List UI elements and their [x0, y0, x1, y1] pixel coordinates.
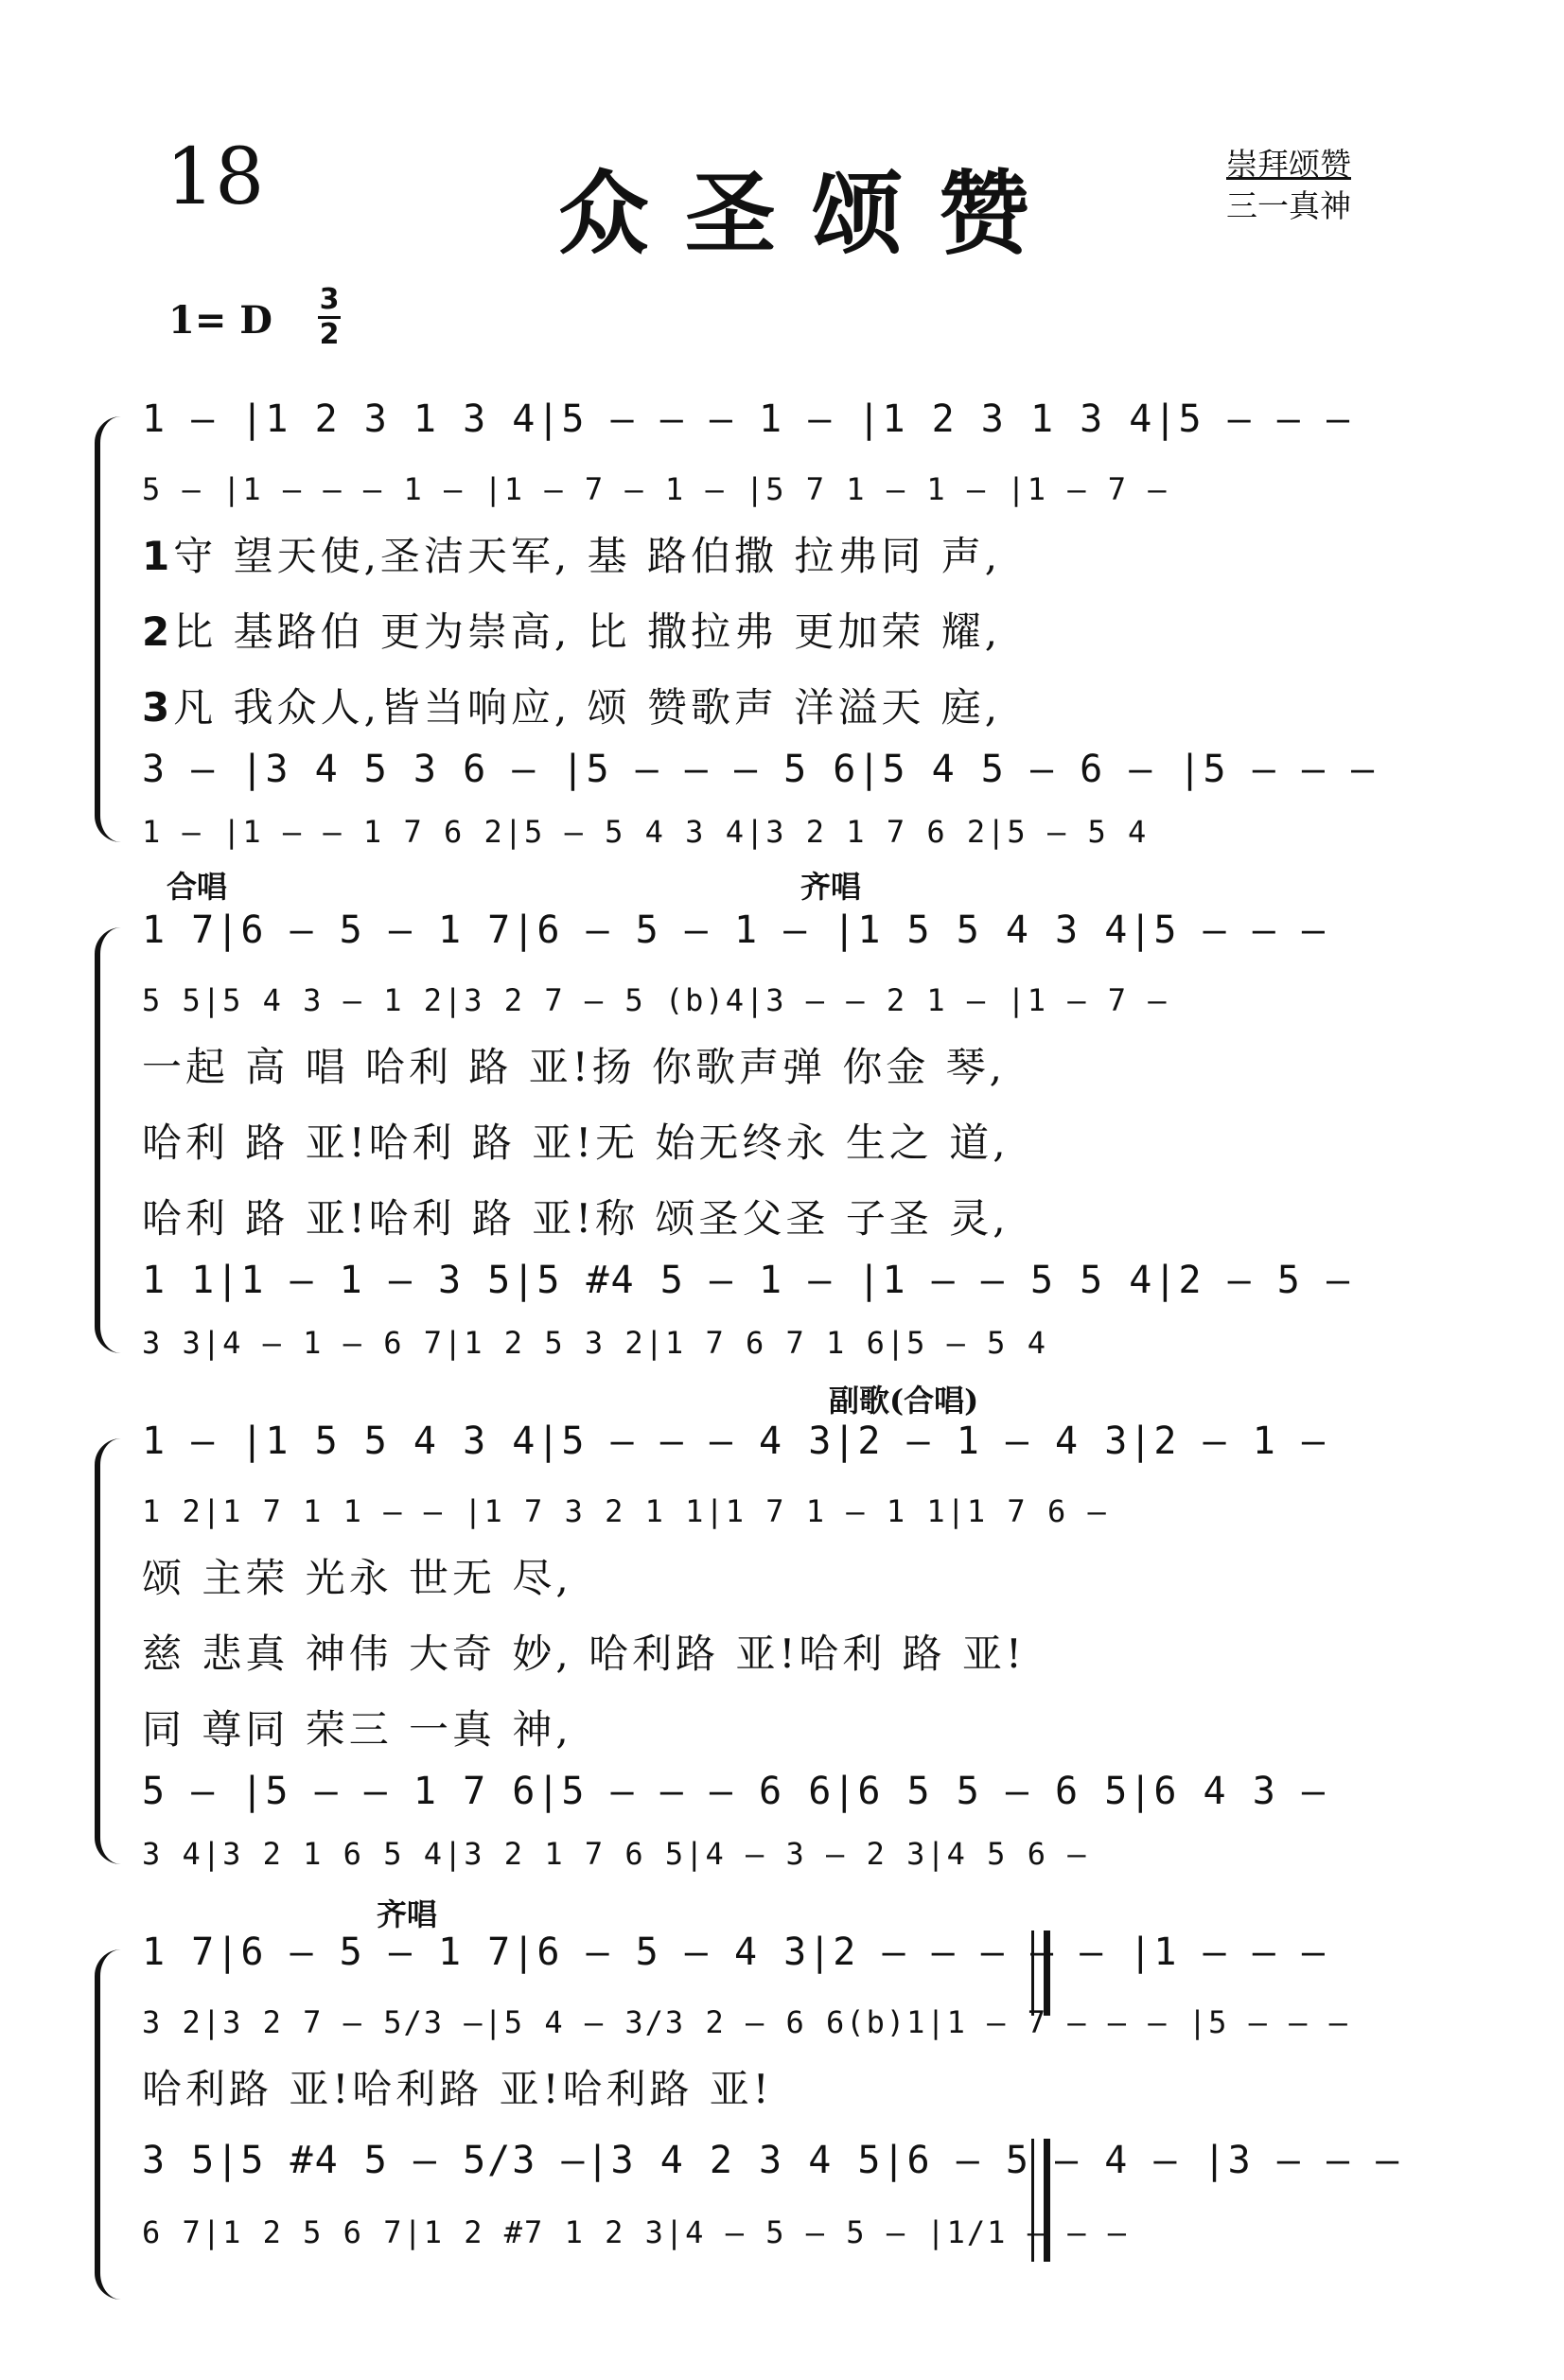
lyric-text: 比 基路伯 更为崇高, 比 撒拉弗 更加荣 耀, [173, 608, 1002, 655]
lyric-verse-1 [142, 525, 1001, 582]
lyric-verse-3: 哈利 路 亚!哈利 路 亚!称 颂圣父圣 子圣 灵, [142, 1195, 1010, 1242]
section-label-chorus: 合唱 [167, 869, 228, 905]
bass-line: 3 4|3 2 1 6 5 4|3 2 1 7 6 5|4 – 3 – 2 3|4 5 6 – [142, 1836, 1088, 1872]
music-system-2 [0, 908, 1564, 1363]
soprano-line: 1 7|6 – 5 – 1 7|6 – 5 – 4 3|2 – – – – – |1 – – – [142, 1930, 1327, 1974]
hymn-number: 18 [166, 132, 265, 222]
tenor-line: 3 – |3 4 5 3 6 – |5 – – – 5 6|5 4 5 – 6 – |5 – – – [142, 748, 1377, 791]
bass-line: 3 3|4 – 1 – 6 7|1 2 5 3 2|1 7 6 7 1 6|5 – 5 4 [142, 1325, 1047, 1361]
tenor-line: 1 1|1 – 1 – 3 5|5 #4 5 – 1 – |1 – – 5 5 4|2 – 5 – [142, 1259, 1352, 1302]
alto-line: 1 2|1 7 1 1 – – |1 7 3 2 1 1|1 7 1 – 1 1|1 7 6 – [142, 1493, 1108, 1529]
alto-line: 3 2|3 2 7 – 5/3 –|5 4 – 3/3 2 – 6 6(b)1|1 – 7 – – – |5 – – – [142, 2004, 1349, 2040]
final-barline [1031, 2139, 1050, 2262]
time-signature-bottom: 2 [319, 318, 340, 351]
bass-line: 1 – |1 – – 1 7 6 2|5 – 5 4 3 4|3 2 1 7 6 2|5 – 5 4 [142, 814, 1149, 850]
category-primary: 崇拜颂赞 [1226, 146, 1351, 183]
hymn-title: 众圣颂赞 [558, 160, 1065, 267]
lyric-verse-3 [142, 677, 1001, 733]
category-secondary: 三一真神 [1226, 187, 1351, 224]
lyric-verse-2: 哈利 路 亚!哈利 路 亚!无 始无终永 生之 道, [142, 1119, 1010, 1166]
verse-number: 3 [142, 684, 174, 731]
hymn-category [1226, 144, 1351, 227]
alto-line: 5 5|5 4 3 – 1 2|3 2 7 – 5 (b)4|3 – – 2 1 – |1 – 7 – [142, 982, 1169, 1018]
bass-line: 6 7|1 2 5 6 7|1 2 #7 1 2 3|4 – 5 – 5 – |1/1 – – – [142, 2214, 1129, 2250]
system-brace [95, 927, 134, 1353]
lyric-line: 哈利路 亚!哈利路 亚!哈利路 亚! [142, 2066, 773, 2112]
verse-number: 2 [142, 608, 174, 655]
alto-line: 5 – |1 – – – 1 – |1 – 7 – 1 – |5 7 1 – 1 – |1 – 7 – [142, 471, 1169, 507]
tenor-line: 3 5|5 #4 5 – 5/3 –|3 4 2 3 4 5|6 – 5 – 4 – |3 – – – [142, 2139, 1401, 2182]
music-system-1 [0, 397, 1564, 852]
lyric-text: 守 望天使,圣洁天军, 基 路伯撒 拉弗同 声, [173, 533, 1002, 579]
music-system-3 [0, 1419, 1564, 1874]
system-brace [95, 1438, 134, 1864]
section-label-unison: 齐唱 [377, 1896, 438, 1932]
music-system-4 [0, 1930, 1564, 2309]
lyric-verse-1: 颂 主荣 光永 世无 尽, [142, 1555, 572, 1601]
time-signature [318, 284, 341, 351]
lyric-verse-3: 同 尊同 荣三 一真 神, [142, 1706, 572, 1753]
soprano-line: 1 7|6 – 5 – 1 7|6 – 5 – 1 – |1 5 5 4 3 4|5 – – – [142, 908, 1327, 952]
lyric-verse-2 [142, 601, 1001, 658]
key-signature: 1= D [168, 298, 272, 343]
system-brace [95, 416, 134, 842]
section-label-refrain: 副歌(合唱) [829, 1383, 979, 1419]
tenor-line: 5 – |5 – – 1 7 6|5 – – – 6 6|6 5 5 – 6 5|6 4 3 – [142, 1770, 1327, 1813]
lyric-verse-1: 一起 高 唱 哈利 路 亚!扬 你歌声弹 你金 琴, [142, 1044, 1007, 1090]
verse-number: 1 [142, 533, 174, 579]
soprano-line: 1 – |1 2 3 1 3 4|5 – – – 1 – |1 2 3 1 3 4|5 – – – [142, 397, 1352, 441]
soprano-line: 1 – |1 5 5 4 3 4|5 – – – 4 3|2 – 1 – 4 3|2 – 1 – [142, 1419, 1327, 1463]
final-barline [1031, 1930, 1050, 2016]
section-label-unison: 齐唱 [800, 869, 862, 905]
lyric-verse-2: 慈 悲真 神伟 大奇 妙, 哈利路 亚!哈利 路 亚! [142, 1631, 1026, 1677]
lyric-text: 凡 我众人,皆当响应, 颂 赞歌声 洋溢天 庭, [173, 684, 1002, 731]
time-signature-top: 3 [319, 283, 340, 316]
system-brace [95, 1949, 134, 2300]
